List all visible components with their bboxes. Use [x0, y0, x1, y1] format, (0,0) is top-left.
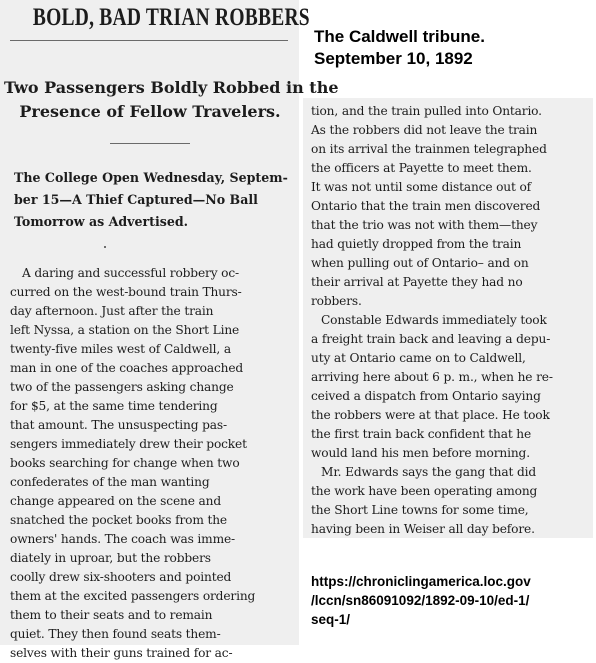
source-url-line-3: seq-1/ — [311, 612, 351, 627]
article-body-right — [311, 102, 591, 539]
body-line: sengers immediately drew their pocket — [10, 437, 247, 451]
body-line: the officers at Payette to meet them. — [311, 161, 532, 175]
body-line: twenty-five miles west of Caldwell, a — [10, 342, 231, 356]
body-line: A daring and successful robbery oc- — [22, 266, 239, 280]
deck-line-1: Two Passengers Boldly Robbed in the — [4, 78, 339, 97]
body-line: books searching for change when two — [10, 456, 240, 470]
print-speck — [104, 246, 106, 248]
article-body-left — [10, 264, 294, 663]
body-line: the Short Line towns for some time, — [311, 503, 529, 517]
body-line: quiet. They then found seats them- — [10, 627, 221, 641]
subdeck-line-3: Tomorrow as Advertised. — [14, 214, 189, 229]
body-line: confederates of the man wanting — [10, 475, 210, 489]
body-line: left Nyssa, a station on the Short Line — [10, 323, 240, 337]
newspaper-title: The Caldwell tribune. — [314, 27, 485, 46]
body-line: Constable Edwards immediately took — [321, 313, 547, 327]
newspaper-masthead-caption — [314, 26, 485, 70]
article-headline: BOLD, BAD TRIAN ROBBERS — [32, 4, 310, 31]
body-line: Ontario that the train men discovered — [311, 199, 541, 213]
deck-rule — [110, 143, 190, 144]
body-line: selves with their guns trained for ac- — [10, 646, 233, 660]
body-line: them to their seats and to remain — [10, 608, 213, 622]
body-line: owners' hands. The coach was imme- — [10, 532, 236, 546]
body-line: the work have been operating among — [311, 484, 538, 498]
body-line: day afternoon. Just after the train — [10, 304, 214, 318]
article-right-column-clipping — [303, 98, 593, 538]
body-line: It was not until some distance out of — [311, 180, 532, 194]
body-line: snatched the pocket books from the — [10, 513, 227, 527]
body-line: had quietly dropped from the train — [311, 237, 522, 251]
body-line: curred on the west-bound train Thurs- — [10, 285, 242, 299]
body-line: when pulling out of Ontario– and on — [311, 256, 529, 270]
source-url-line-1: https://chroniclingamerica.loc.gov — [311, 574, 531, 589]
subdeck-line-2: ber 15—A Thief Captured—No Ball — [14, 192, 258, 207]
body-line: man in one of the coaches approached — [10, 361, 244, 375]
body-line: change appeared on the scene and — [10, 494, 221, 508]
body-line: for $5, at the same time tendering — [10, 399, 218, 413]
body-line: two of the passengers asking change — [10, 380, 234, 394]
subdeck-line-1: The College Open Wednesday, Septem- — [14, 170, 288, 185]
body-line: that amount. The unsuspecting pas- — [10, 418, 227, 432]
body-line: uty at Ontario came on to Caldwell, — [311, 351, 526, 365]
body-line: them at the excited passengers ordering — [10, 589, 256, 603]
body-line: that the trio was not with them—they — [311, 218, 538, 232]
body-line: the robbers were at that place. He took — [311, 408, 550, 422]
body-line: robbers. — [311, 294, 362, 308]
body-line: Mr. Edwards says the gang that did — [321, 465, 537, 479]
body-line: tion, and the train pulled into Ontario. — [311, 104, 542, 118]
body-line: having been in Weiser all day before. — [311, 522, 535, 536]
body-line: would land his men before morning. — [311, 446, 530, 460]
source-url-caption — [311, 572, 531, 629]
body-line: a freight train back and leaving a depu- — [311, 332, 551, 346]
deck-line-2: Presence of Fellow Travelers. — [19, 102, 281, 121]
body-line: diately in uproar, but the robbers — [10, 551, 211, 565]
body-line: ceived a dispatch from Ontario saying — [311, 389, 541, 403]
body-line: arriving here about 6 p. m., when he re- — [311, 370, 553, 384]
newspaper-date: September 10, 1892 — [314, 49, 473, 68]
body-line: coolly drew six-shooters and pointed — [10, 570, 232, 584]
headline-rule — [10, 40, 288, 41]
body-line: As the robbers did not leave the train — [311, 123, 538, 137]
body-line: the first train back confident that he — [311, 427, 532, 441]
body-line: on its arrival the trainmen telegraphed — [311, 142, 547, 156]
subdeck — [4, 167, 296, 233]
source-url-line-2: /lccn/sn86091092/1892-09-10/ed-1/ — [311, 593, 530, 608]
body-line: their arrival at Payette they had no — [311, 275, 523, 289]
